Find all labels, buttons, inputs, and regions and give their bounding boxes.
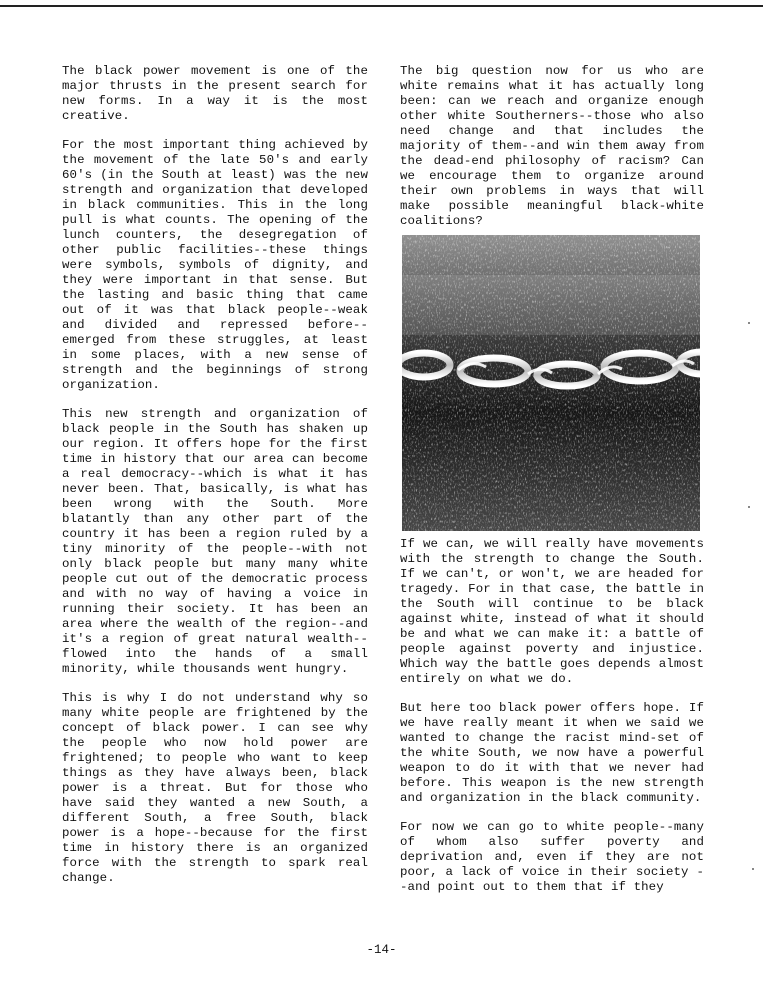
chain-photo xyxy=(402,235,700,531)
paragraph: But here too black power offers hope. If we have really meant it when we said we wanted to change the racist mind-set of the white South, we now have a powerful weapon to do it with that we never had before. This weapon is the new strength and organization in the black community. xyxy=(400,701,704,805)
paragraph: The black power movement is one of the major thrusts in the present search for new forms. In a way it is the most creative. xyxy=(62,64,368,123)
paragraph: For now we can go to white people--many of whom also suffer poverty and deprivation and, even if they are not poor, a lack of voice in their society --and point out to them that if they xyxy=(400,820,704,894)
scan-speck xyxy=(748,506,750,508)
scan-speck xyxy=(752,868,754,870)
scan-speck xyxy=(748,322,750,324)
left-column xyxy=(62,64,368,900)
top-rule xyxy=(0,5,763,7)
chain-photo-icon xyxy=(402,235,700,531)
page-number: -14- xyxy=(366,943,397,957)
right-column xyxy=(400,64,704,909)
paragraph: If we can, we will really have movements with the strength to change the South. If we can't, or won't, we are headed for tragedy. For in that case, the battle in the South will continue to be black against white, instead of what it should be and what we can make it: a battle of people against poverty and injustice. Which way the battle goes depends almost entirely on what we do. xyxy=(400,537,704,686)
paragraph: This is why I do not understand why so many white people are frightened by the concept of black power. I can see why the people who now hold power are frightened; to people who want to keep things as they have always been, black power is a threat. But for those who have said they wanted a new South, a different South, a free South, black power is a hope--because for the first time in history there is an organized force with the strength to spark real change. xyxy=(62,691,368,885)
paragraph: The big question now for us who are white remains what it has actually long been: can we reach and organize enough other white Southerners--those who also need change and that includes the majority of them--and win them away from the dead-end philosophy of racism? Can we encourage them to organize around their own problems in ways that will make possible meaningful black-white coalitions? xyxy=(400,64,704,228)
paragraph: This new strength and organization of black people in the South has shaken up our region. It offers hope for the first time in history that our area can become a real democracy--which is what it has never been. That, basically, is what has been wrong with the South. More blatantly than any other part of the country it has been a region ruled by a tiny minority of the people--with not only black people but many many white people cut out of the democratic process and with no way of having a voice in running their society. It has been an area where the wealth of the region--and it's a region of great natural wealth--flowed into the hands of a small minority, while thousands went hungry. xyxy=(62,407,368,676)
paragraph: For the most important thing achieved by the movement of the late 50's and early 60's (in the South at least) was the new strength and organization that developed in black communities. This in the long pull is what counts. The opening of the lunch counters, the desegregation of other public facilities--these things were symbols, symbols of dignity, and they were important in that sense. But the lasting and basic thing that came out of it was that black people--weak and divided and repressed before--emerged from these struggles, at least in some places, with a new sense of strength and the beginnings of strong organization. xyxy=(62,138,368,392)
